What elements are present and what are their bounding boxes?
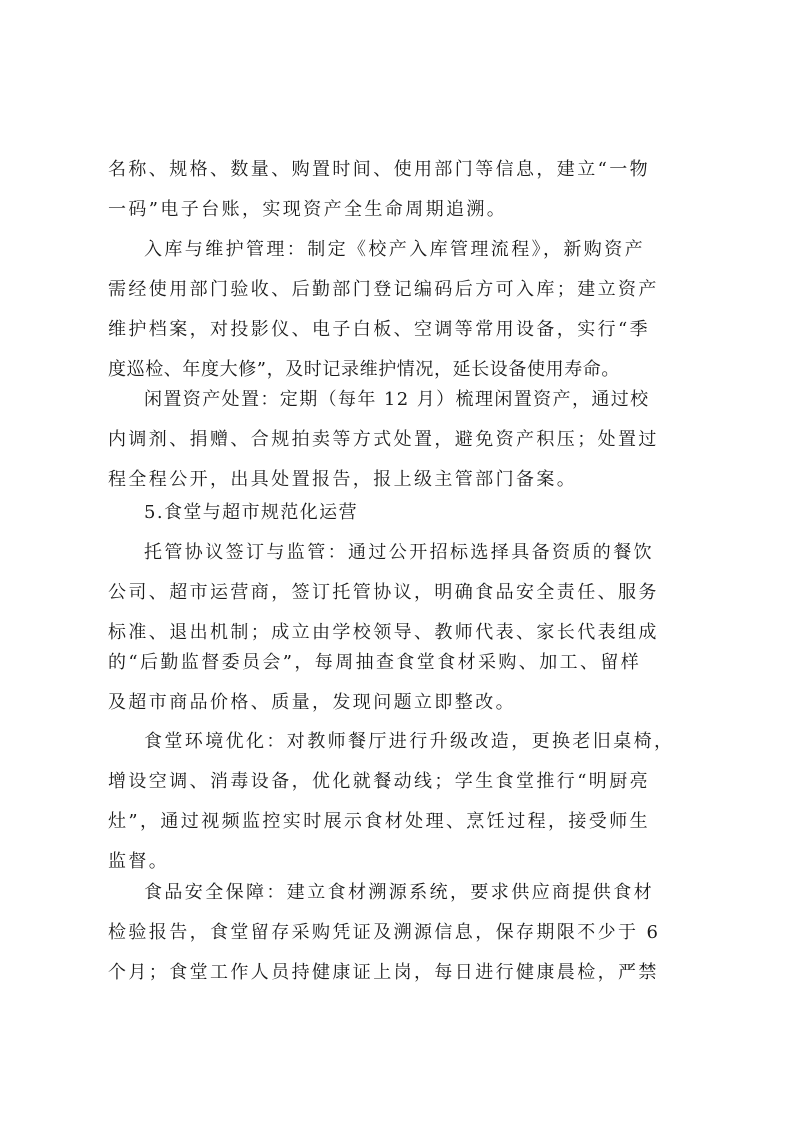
paragraph-line: 监督。	[108, 851, 170, 872]
paragraph-line: 度巡检、年度大修”，及时记录维护情况，延长设备使用寿命。	[108, 359, 620, 380]
paragraph-line: 及超市商品价格、质量，发现问题立即整改。	[108, 692, 516, 713]
paragraph-line: 增设空调、消毒设备，优化就餐动线；学生食堂推行“明厨亮	[108, 771, 650, 792]
paragraph-line: 托管协议签订与监管：通过公开招标选择具备资质的餐饮	[144, 542, 654, 563]
paragraph-line: 的“后勤监督委员会”，每周抽查食堂食材采购、加工、留样	[108, 652, 642, 673]
paragraph-line: 一码”电子台账，实现资产全生命周期追溯。	[108, 199, 508, 220]
paragraph-line: 食堂环境优化：对教师餐厅进行升级改造，更换老旧桌椅，	[144, 731, 675, 752]
paragraph-line: 需经使用部门验收、后勤部门登记编码后方可入库；建立资产	[108, 279, 659, 300]
section-heading: 5.食堂与超市规范化运营	[144, 502, 358, 523]
paragraph-line: 程全程公开，出具处置报告，报上级主管部门备案。	[108, 469, 578, 490]
paragraph-line: 维护档案，对投影仪、电子白板、空调等常用设备，实行“季	[108, 319, 650, 340]
paragraph-line: 灶”，通过视频监控实时展示食材处理、烹饪过程，接受师生	[108, 811, 650, 832]
paragraph-line: 内调剂、捐赠、合规拍卖等方式处置，避免资产积压；处置过	[108, 429, 659, 450]
paragraph-line: 检验报告，食堂留存采购凭证及溯源信息，保存期限不少于 6	[108, 922, 661, 943]
paragraph-line: 闲置资产处置：定期（每年 12 月）梳理闲置资产，通过校	[144, 389, 650, 410]
paragraph-line: 食品安全保障：建立食材溯源系统，要求供应商提供食材	[144, 882, 654, 903]
paragraph-line: 标准、退出机制；成立由学校领导、教师代表、家长代表组成	[108, 622, 659, 643]
paragraph-line: 名称、规格、数量、购置时间、使用部门等信息，建立“一物	[108, 159, 650, 180]
paragraph-line: 入库与维护管理：制定《校产入库管理流程》，新购资产	[144, 239, 645, 260]
paragraph-line: 个月；食堂工作人员持健康证上岗，每日进行健康晨检，严禁	[108, 962, 659, 983]
paragraph-line: 公司、超市运营商，签订托管协议，明确食品安全责任、服务	[108, 582, 659, 603]
